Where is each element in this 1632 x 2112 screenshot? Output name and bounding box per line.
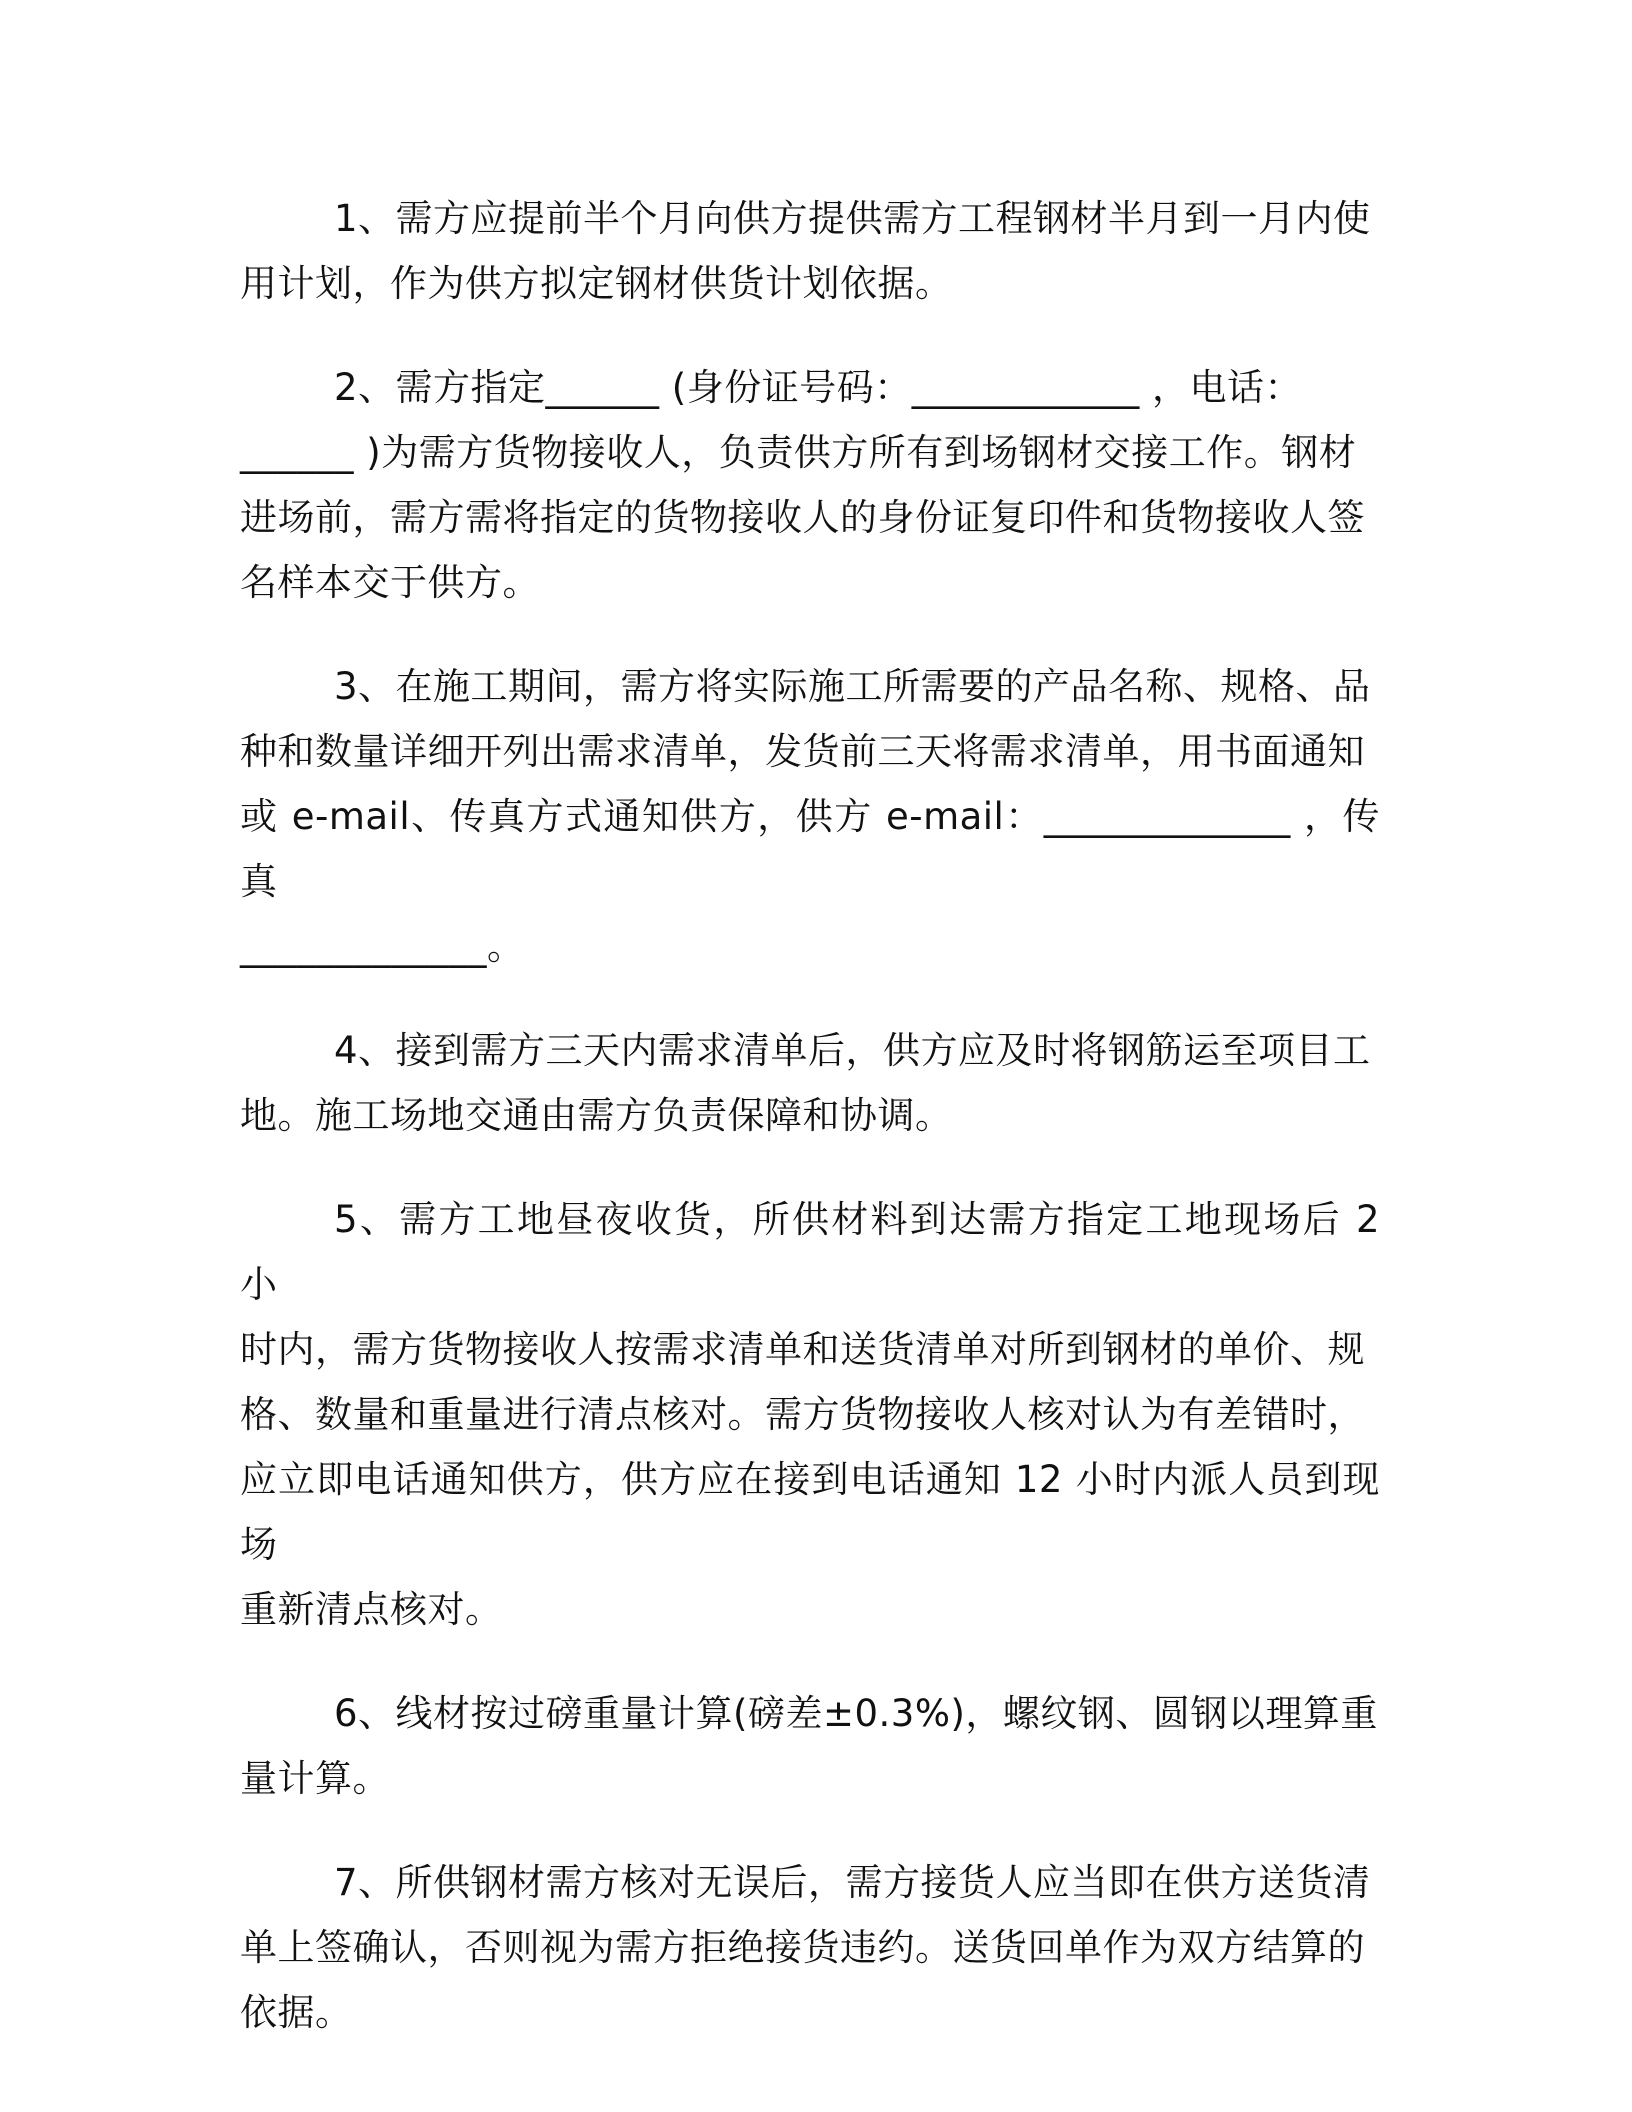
clause-line: 或 e-mail、传真方式通知供方，供方 e-mail：_____________ ，传真 [240, 795, 1380, 903]
clause-5 [240, 1187, 1380, 1642]
clause-7 [240, 1850, 1380, 2045]
clause-line: 2、需方指定______ (身份证号码：____________ ，电话： [334, 366, 1302, 409]
clause-line: 依据。 [240, 1991, 353, 2034]
clause-4 [240, 1018, 1380, 1148]
clause-2 [240, 355, 1380, 615]
clause-line: 7、所供钢材需方核对无误后，需方接货人应当即在供方送货清 [334, 1861, 1371, 1904]
document-page [240, 186, 1380, 2084]
clause-line: 名样本交于供方。 [240, 561, 540, 604]
clause-line: _____________。 [240, 925, 525, 968]
clause-line: 进场前，需方需将指定的货物接收人的身份证复印件和货物接收人签 [240, 496, 1365, 539]
clause-line: ______ )为需方货物接收人，负责供方所有到场钢材交接工作。钢材 [240, 431, 1357, 474]
clause-line: 5、需方工地昼夜收货，所供材料到达需方指定工地现场后 2 小 [240, 1198, 1380, 1306]
clause-line: 地。施工场地交通由需方负责保障和协调。 [240, 1094, 953, 1137]
clause-line: 量计算。 [240, 1757, 390, 1800]
clause-line: 6、线材按过磅重量计算(磅差±0.3%)，螺纹钢、圆钢以理算重 [334, 1692, 1378, 1735]
clause-line: 3、在施工期间，需方将实际施工所需要的产品名称、规格、品 [334, 665, 1371, 708]
clause-line: 时内，需方货物接收人按需求清单和送货清单对所到钢材的单价、规 [240, 1328, 1365, 1371]
clause-line: 重新清点核对。 [240, 1588, 503, 1631]
clause-line: 单上签确认，否则视为需方拒绝接货违约。送货回单作为双方结算的 [240, 1926, 1365, 1969]
clause-line: 用计划，作为供方拟定钢材供货计划依据。 [240, 262, 953, 305]
clause-line: 种和数量详细开列出需求清单，发货前三天将需求清单，用书面通知 [240, 730, 1365, 773]
clause-line: 格、数量和重量进行清点核对。需方货物接收人核对认为有差错时， [240, 1393, 1365, 1436]
clause-6 [240, 1681, 1380, 1811]
clause-line: 1、需方应提前半个月向供方提供需方工程钢材半月到一月内使 [334, 197, 1371, 240]
clause-3 [240, 654, 1380, 979]
clause-line: 应立即电话通知供方，供方应在接到电话通知 12 小时内派人员到现场 [240, 1458, 1380, 1566]
clause-line: 4、接到需方三天内需求清单后，供方应及时将钢筋运至项目工 [334, 1029, 1371, 1072]
clause-1 [240, 186, 1380, 316]
